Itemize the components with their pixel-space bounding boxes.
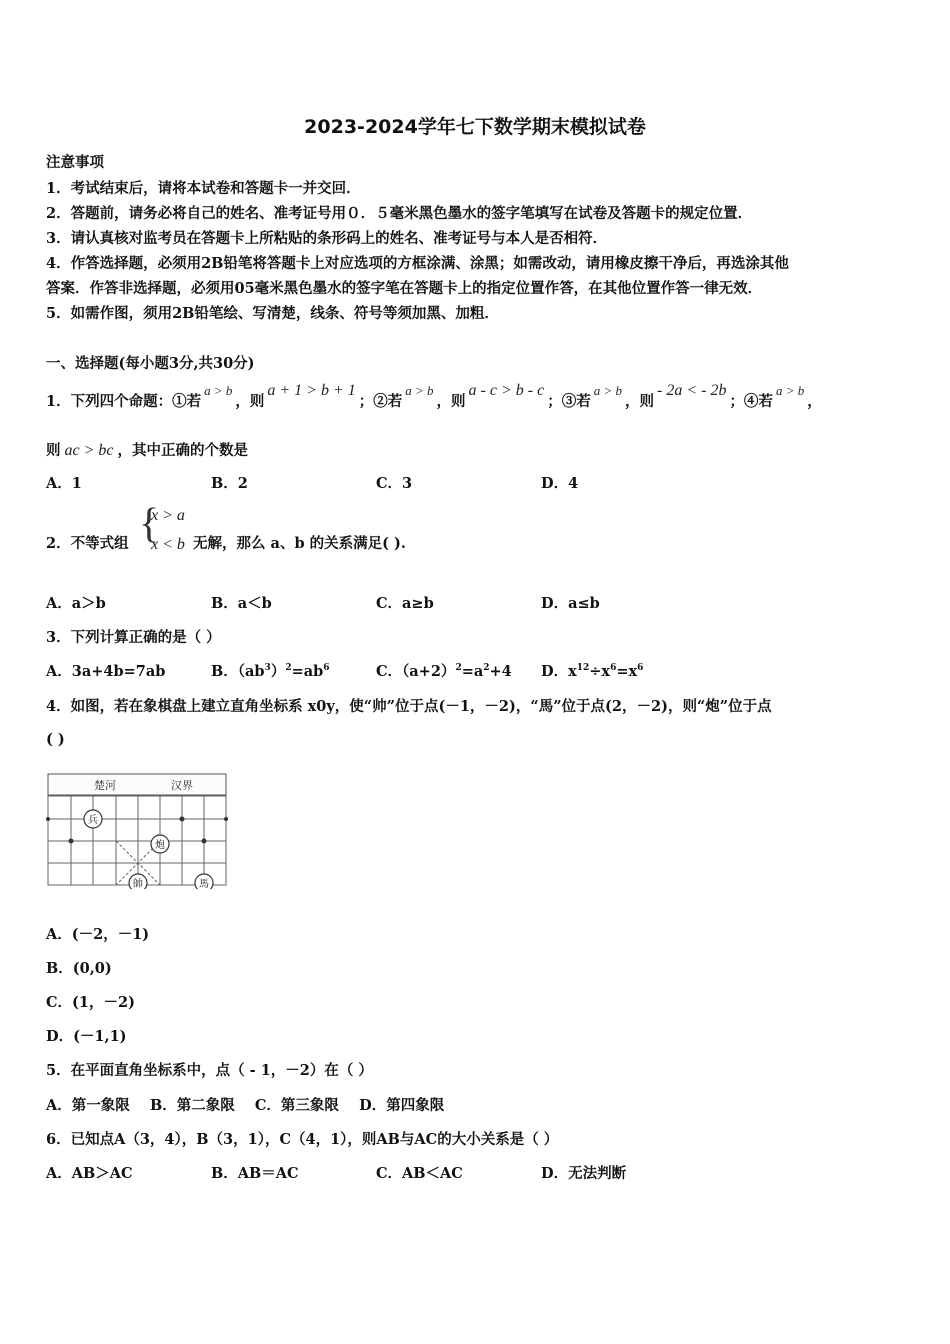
river-label-right: 汉界 (171, 779, 193, 792)
q6-text: 6．已知点A（3，4），B（3，1），C（4，1），则AB与AC的大小关系是（ ） (46, 1131, 559, 1148)
q2-option-d[interactable]: D．a≤b (541, 595, 600, 612)
q6-option-c[interactable]: C．AB＜AC (376, 1165, 463, 1182)
q1-text: 则 (46, 442, 61, 459)
q1-text: ；②若 (358, 393, 403, 410)
notice-heading: 注意事项 (46, 154, 104, 171)
q3-option-c[interactable] (376, 660, 512, 681)
piece-pao (151, 835, 169, 853)
q3-option-d-text: D．x (541, 663, 577, 680)
q1-expr-3: - 2a < - 2b (656, 382, 727, 399)
q2-inequality-1: x > a (151, 507, 185, 524)
piece-ma-label: 馬 (199, 879, 209, 889)
river-label-left: 楚河 (94, 779, 116, 792)
q3-option-c-text: +4 (489, 663, 512, 680)
q1-cond-2: a > b (405, 383, 434, 398)
position-marks (46, 817, 228, 844)
q1-line2 (46, 439, 248, 460)
q2-option-b[interactable]: B．a＜b (211, 595, 272, 612)
exponent: 6 (610, 663, 617, 674)
piece-shuai-label: 帥 (133, 879, 143, 889)
piece-bing-label: 兵 (88, 815, 98, 826)
q4-option-c[interactable]: C．(1，－2) (46, 994, 135, 1011)
q1-option-c[interactable]: C．3 (376, 475, 413, 492)
q2-option-c[interactable]: C．a≥b (376, 595, 434, 612)
q1-cond-3: a > b (593, 383, 622, 398)
q1-option-d[interactable]: D．4 (541, 475, 579, 492)
chess-board-figure (46, 773, 228, 889)
q6-option-a[interactable]: A．AB＞AC (46, 1165, 133, 1182)
notice-item-4: 4．作答选择题，必须用2B铅笔将答题卡上对应选项的方框涂满、涂黑；如需改动，请用橡皮擦干净后，再选涂其他 (46, 255, 789, 272)
q1-cond-1: a > b (204, 383, 233, 398)
q5-options[interactable]: A．第一象限 B．第二象限 C．第三象限 D．第四象限 (46, 1097, 445, 1114)
q4-text-line1: 4．如图，若在象棋盘上建立直角坐标系 x0y，使“帅”位于点(－1，－2)，“馬”位于点(2，－2)，则“炮”位于点 (46, 698, 772, 715)
notice-item-2: 2．答题前，请务必将自己的姓名、准考证号用０．５毫米黑色墨水的签字笔填写在试卷及答题卡的规定位置． (46, 205, 753, 222)
piece-shuai (129, 874, 147, 889)
q1-expr-1: a + 1 > b + 1 (267, 382, 356, 399)
q3-option-d[interactable] (541, 660, 643, 681)
q4-option-b[interactable]: B．(0,0) (46, 960, 112, 977)
section-heading: 一、选择题(每小题3分,共30分) (46, 355, 255, 372)
q3-option-b[interactable] (211, 660, 330, 681)
notice-item-3: 3．请认真核对监考员在答题卡上所粘贴的条形码上的姓名、准考证号与本人是否相符． (46, 230, 608, 247)
q4-option-d[interactable]: D．(－1,1) (46, 1028, 127, 1045)
q6-option-b[interactable]: B．AB＝AC (211, 1165, 299, 1182)
q1-line1 (46, 382, 822, 411)
notice-item-4-cont: 答案．作答非选择题，必须用05毫米黑色墨水的签字笔在答题卡上的指定位置作答，在其他位置作答一律无效． (46, 280, 763, 297)
q2-suffix: 无解，那么 a、b 的关系满足( ). (193, 535, 406, 552)
exponent: 3 (264, 663, 271, 674)
q3-option-d-text: ÷x (589, 663, 611, 680)
exponent: 2 (455, 663, 462, 674)
q1-text: ，则 (436, 393, 466, 410)
exponent: 6 (323, 663, 330, 674)
q3-option-c-text: C．（a+2） (376, 663, 456, 680)
q1-text: ，其中正确的个数是 (117, 442, 248, 459)
q4-option-a[interactable]: A．(－2，－1) (46, 926, 150, 943)
piece-bing (84, 810, 102, 828)
notice-item-5: 5．如需作图，须用2B铅笔绘、写清楚，线条、符号等须加黑、加粗． (46, 305, 499, 322)
q2-inequality-2: x < b (151, 536, 185, 553)
q1-option-b[interactable]: B．2 (211, 475, 248, 492)
exponent: 2 (483, 663, 490, 674)
q3-option-a[interactable]: A．3a+4b=7ab (46, 663, 166, 680)
q3-option-b-text: B．（ab (211, 663, 265, 680)
q4-text-line2: ( ) (46, 731, 65, 748)
q1-option-a[interactable]: A．1 (46, 475, 82, 492)
system-brace: { (139, 501, 160, 547)
river-band (48, 774, 226, 795)
q1-cond-4: a > b (775, 383, 805, 398)
q6-option-d[interactable]: D．无法判断 (541, 1165, 627, 1182)
q1-text: ；③若 (547, 393, 591, 410)
q3-option-c-text: =a (461, 663, 484, 680)
q3-text: 3．下列计算正确的是（ ） (46, 629, 221, 646)
q1-text: ，则 (235, 393, 265, 410)
q2-prefix: 2．不等式组 (46, 535, 129, 552)
q1-text: ；④若 (729, 393, 773, 410)
page-title: 2023-2024学年七下数学期末模拟试卷 (304, 116, 646, 138)
q3-option-d-text: =x (616, 663, 638, 680)
notice-item-1: 1．考试结束后，请将本试卷和答题卡一并交回． (46, 180, 361, 197)
q1-expr-2: a - c > b - c (468, 382, 545, 399)
q1-text: ，则 (624, 393, 654, 410)
exponent: 2 (285, 663, 292, 674)
q2-option-a[interactable]: A．a＞b (46, 595, 106, 612)
q1-text: 1．下列四个命题：①若 (46, 393, 202, 410)
q1-expr-4: ac > bc (64, 442, 114, 459)
piece-ma (195, 874, 213, 889)
exponent: 12 (576, 663, 590, 674)
board-grid (48, 796, 226, 885)
q3-option-b-text: =ab (291, 663, 324, 680)
piece-pao-label: 炮 (155, 840, 165, 851)
q5-text: 5．在平面直角坐标系中，点（ - 1，－2）在（ ） (46, 1062, 373, 1079)
q1-text: ， (807, 393, 822, 410)
q3-option-b-text: ） (270, 663, 286, 680)
exponent: 6 (637, 663, 644, 674)
